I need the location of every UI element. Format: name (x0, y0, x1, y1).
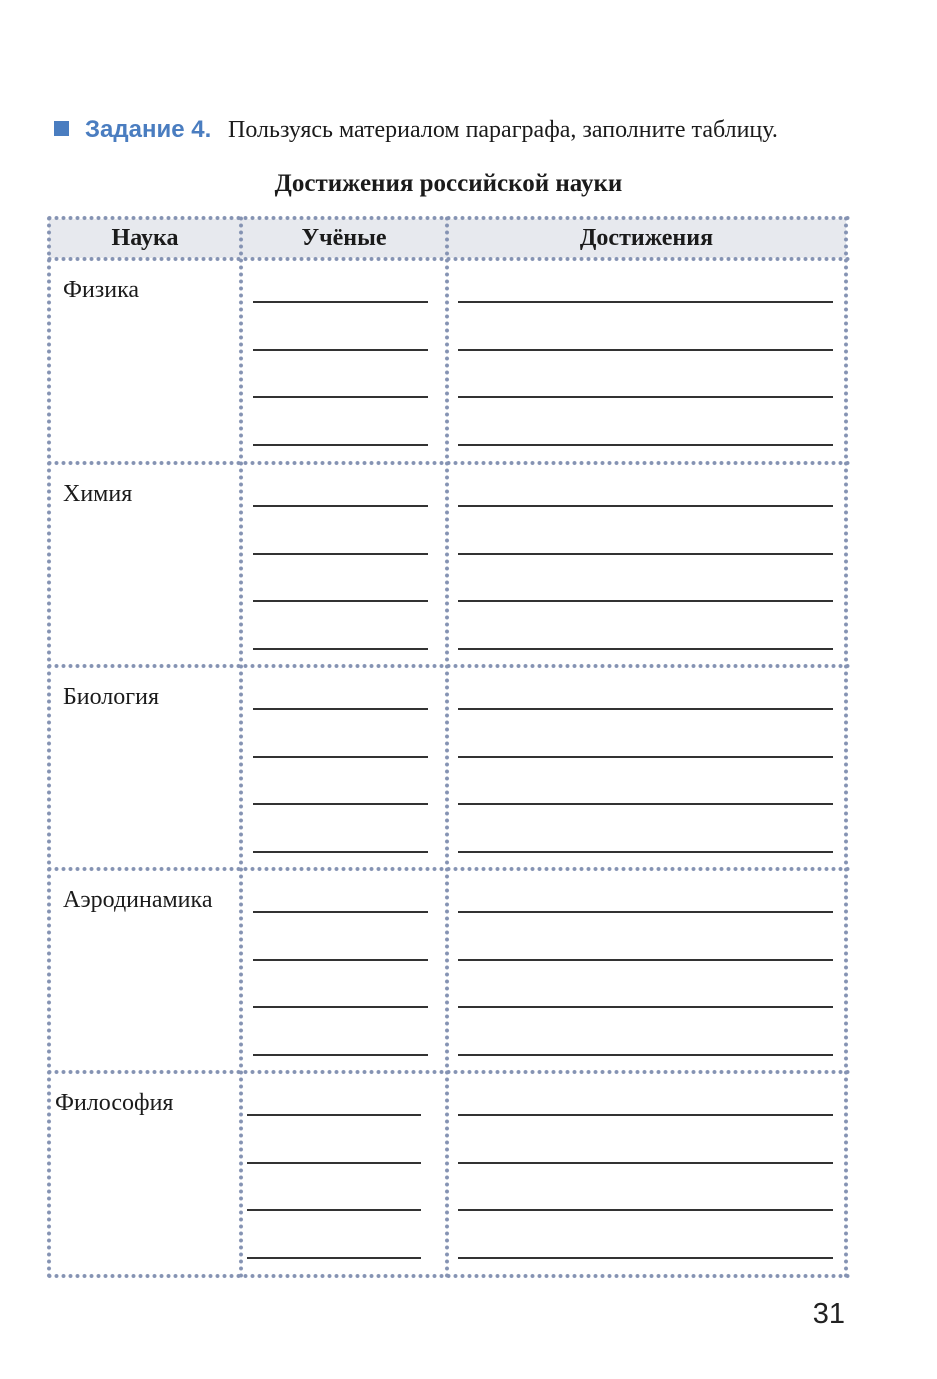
scientists-answer-line (253, 756, 428, 758)
scientists-answer-line (253, 648, 428, 650)
scientists-answer-line (253, 301, 428, 303)
achievements-answer-line (458, 803, 833, 805)
column-divider (444, 215, 450, 1279)
achievements-answer-line (458, 600, 833, 602)
achievements-answer-line (458, 648, 833, 650)
scientists-answer-line (253, 959, 428, 961)
header-scientists: Учёные (301, 225, 387, 251)
subject-cell (49, 259, 241, 463)
achievements-answer-line (458, 444, 833, 446)
achievements-answer-line (458, 1054, 833, 1056)
achievements-answer-line (458, 756, 833, 758)
table-border-left (46, 215, 52, 1279)
scientists-answer-line (253, 851, 428, 853)
subject-cell (49, 1072, 241, 1276)
scientists-cell (241, 666, 447, 870)
square-bullet-icon (54, 121, 69, 136)
subject-label: Философия (55, 1090, 174, 1116)
scientists-answer-line (253, 505, 428, 507)
subject-cell (49, 869, 241, 1073)
achievements-answer-line (458, 301, 833, 303)
scientists-answer-line (253, 1054, 428, 1056)
scientists-cell (241, 869, 447, 1073)
achievements-answer-line (458, 708, 833, 710)
achievements-answer-line (458, 349, 833, 351)
achievements-answer-line (458, 959, 833, 961)
subject-label: Физика (63, 277, 140, 303)
subject-cell (49, 666, 241, 870)
achievements-answer-line (458, 553, 833, 555)
scientists-answer-line (253, 600, 428, 602)
achievements-answer-line (458, 505, 833, 507)
scientists-answer-line (253, 444, 428, 446)
scientists-cell (241, 463, 447, 667)
achievements-answer-line (458, 1114, 833, 1116)
scientists-cell (241, 1072, 447, 1276)
scientists-answer-line (247, 1162, 421, 1164)
subject-cell (49, 463, 241, 667)
subject-label: Аэродинамика (63, 887, 213, 913)
scientists-answer-line (253, 396, 428, 398)
column-divider (238, 215, 244, 1279)
scientists-answer-line (253, 349, 428, 351)
table-border-right (843, 215, 849, 1279)
scientists-answer-line (253, 553, 428, 555)
achievements-answer-line (458, 396, 833, 398)
table-title: Достижения российской науки (274, 170, 623, 197)
achievements-cell (447, 869, 846, 1073)
scientists-answer-line (247, 1209, 421, 1211)
subject-label: Химия (63, 481, 133, 507)
task-instruction: Пользуясь материалом параграфа, заполните таблицу. (228, 117, 778, 143)
header-science: Наука (111, 225, 179, 251)
achievements-answer-line (458, 1162, 833, 1164)
achievements-cell (447, 1072, 846, 1276)
achievements-answer-line (458, 1257, 833, 1259)
achievements-answer-line (458, 1209, 833, 1211)
achievements-cell (447, 463, 846, 667)
achievements-answer-line (458, 851, 833, 853)
scientists-cell (241, 259, 447, 463)
scientists-answer-line (253, 1006, 428, 1008)
scientists-answer-line (247, 1257, 421, 1259)
achievements-cell (447, 666, 846, 870)
task-label: Задание 4. (85, 116, 212, 143)
scientists-answer-line (253, 911, 428, 913)
subject-label: Биология (63, 684, 160, 710)
achievements-cell (447, 259, 846, 463)
page-number: 31 (812, 1298, 845, 1330)
achievements-answer-line (458, 911, 833, 913)
scientists-answer-line (253, 708, 428, 710)
achievements-answer-line (458, 1006, 833, 1008)
header-achievements: Достижения (579, 225, 714, 251)
scientists-answer-line (247, 1114, 421, 1116)
scientists-answer-line (253, 803, 428, 805)
